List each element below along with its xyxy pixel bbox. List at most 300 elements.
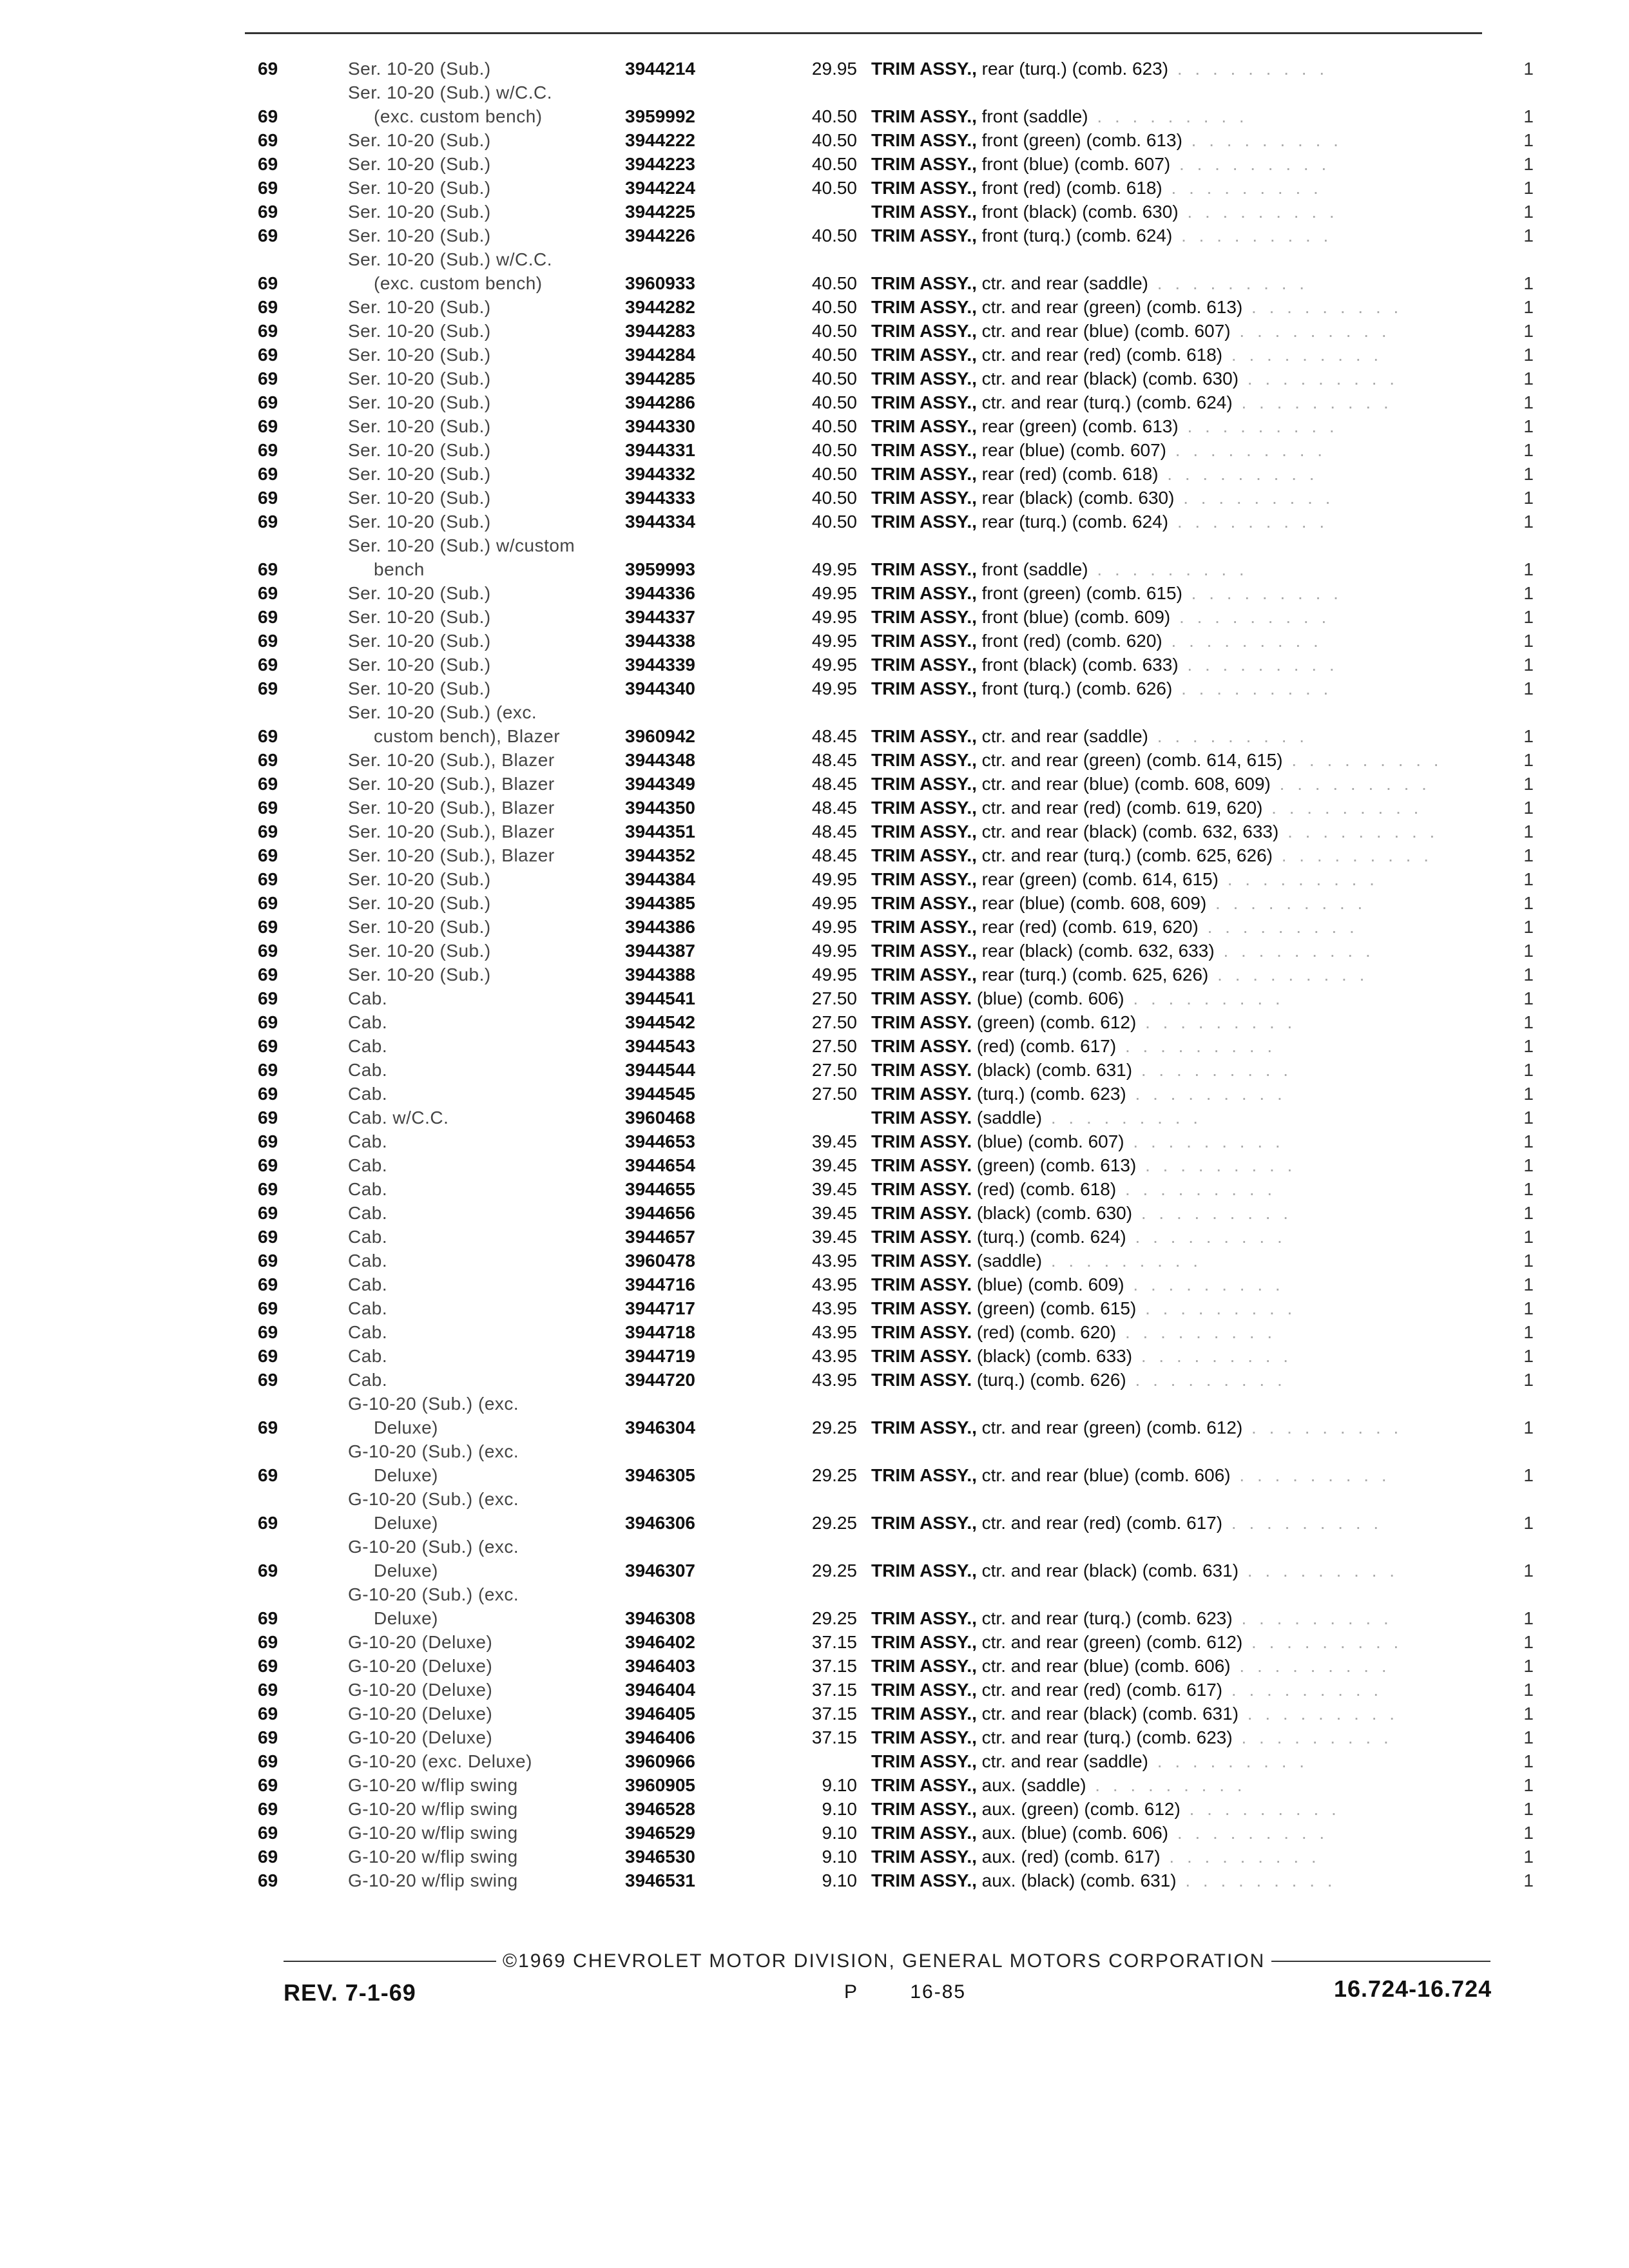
model-application [348,1725,625,1749]
list-price: 49.95 [811,893,857,913]
part-number: 3944225 [625,202,696,222]
model-line: Cab. [348,1084,388,1104]
table-row [258,81,1534,128]
part-detail: ctr. and rear (turq.) (comb. 624) [981,392,1233,412]
model-year: 69 [258,1418,278,1437]
model-line: Ser. 10-20 (Sub.) [348,583,491,603]
leader-dots: . . . . . . . . . [1168,1823,1329,1843]
part-description [871,1749,1508,1773]
model-year: 69 [258,893,278,913]
part-number: 3944545 [625,1084,696,1104]
table-row [258,1797,1534,1821]
quantity: 1 [1523,1227,1534,1247]
quantity: 1 [1523,893,1534,913]
list-price: 48.45 [811,845,857,865]
model-application [348,247,625,295]
model-application [348,1058,625,1082]
quantity: 1 [1523,1632,1534,1652]
model-application [348,1535,625,1582]
model-line: Cab. w/C.C. [348,1108,449,1128]
model-application [348,295,625,319]
quantity: 1 [1523,1418,1534,1437]
page-number: 16-85 [910,1981,967,2003]
part-number: 3944655 [625,1179,696,1199]
part-description [871,1058,1508,1082]
model-year: 69 [258,1775,278,1795]
leader-dots: . . . . . . . . . [1148,273,1309,293]
table-row [258,1678,1534,1702]
model-year: 69 [258,226,278,245]
part-detail: front (saddle) [981,106,1088,126]
part-detail: ctr. and rear (green) (comb. 612) [981,1632,1243,1652]
model-year: 69 [258,1823,278,1843]
part-description [871,1606,1508,1630]
part-number: 3944718 [625,1322,696,1342]
part-detail: (green) (comb. 613) [976,1155,1137,1175]
leader-dots: . . . . . . . . . [1160,1847,1320,1867]
quantity: 1 [1523,1322,1534,1342]
table-row [258,200,1534,224]
quantity: 1 [1523,1513,1534,1533]
table-row [258,1058,1534,1082]
quantity: 1 [1523,1823,1534,1843]
quantity: 1 [1523,559,1534,579]
table-row [258,1821,1534,1845]
part-name: TRIM ASSY. [871,988,972,1008]
list-price: 37.15 [811,1727,857,1747]
model-year: 69 [258,1203,278,1223]
model-application [348,486,625,510]
list-price: 43.95 [811,1370,857,1390]
quantity: 1 [1523,1060,1534,1080]
part-number: 3960905 [625,1775,696,1795]
model-line: Ser. 10-20 (Sub.) [348,631,491,651]
leader-dots: . . . . . . . . . [1136,1155,1296,1175]
model-application [348,1845,625,1869]
part-detail: front (red) (comb. 618) [981,178,1162,198]
part-detail: (saddle) [976,1251,1043,1271]
table-row [258,462,1534,486]
part-number: 3944349 [625,774,696,794]
model-application [348,1129,625,1153]
part-description [871,1559,1508,1582]
part-name: TRIM ASSY., [871,59,977,79]
part-detail: (green) (comb. 612) [976,1012,1137,1032]
model-year: 69 [258,774,278,794]
part-number: 3946529 [625,1823,696,1843]
table-row [258,629,1534,653]
leader-dots: . . . . . . . . . [1168,512,1329,532]
part-name: TRIM ASSY. [871,1084,972,1104]
table-row [258,1320,1534,1344]
part-number: 3944336 [625,583,696,603]
part-detail: ctr. and rear (red) (comb. 618) [981,345,1223,365]
model-application [348,986,625,1010]
model-year: 69 [258,1060,278,1080]
model-line: (exc. custom bench) [374,273,543,293]
part-name: TRIM ASSY., [871,297,977,317]
model-line: G-10-20 w/flip swing [348,1823,518,1843]
leader-dots: . . . . . . . . . [1172,678,1333,698]
model-year: 69 [258,106,278,126]
list-price: 40.50 [811,392,857,412]
model-year: 69 [258,869,278,889]
part-number: 3946307 [625,1561,696,1581]
quantity: 1 [1523,512,1534,532]
list-price: 49.95 [811,583,857,603]
model-application [348,843,625,867]
list-price: 40.50 [811,321,857,341]
part-name: TRIM ASSY., [871,392,977,412]
table-row [258,843,1534,867]
quantity: 1 [1523,1084,1534,1104]
model-year: 69 [258,1036,278,1056]
model-line: Ser. 10-20 (Sub.) w/custom [348,535,575,555]
quantity: 1 [1523,1608,1534,1628]
model-application [348,1392,625,1439]
model-line: Cab. [348,1322,388,1342]
part-description [871,820,1508,843]
leader-dots: . . . . . . . . . [1178,202,1338,222]
quantity: 1 [1523,988,1534,1008]
model-application [348,772,625,796]
model-application [348,176,625,200]
table-row [258,1201,1534,1225]
part-number: 3944654 [625,1155,696,1175]
part-name: TRIM ASSY., [871,1704,977,1724]
part-description [871,677,1508,700]
table-row [258,319,1534,343]
model-line: Ser. 10-20 (Sub.) [348,607,491,627]
part-name: TRIM ASSY., [871,750,977,770]
part-name: TRIM ASSY., [871,1680,977,1700]
model-year: 69 [258,988,278,1008]
model-line: Ser. 10-20 (Sub.) [348,392,491,412]
part-name: TRIM ASSY. [871,1108,972,1128]
leader-dots: . . . . . . . . . [1174,488,1335,508]
table-row [258,1225,1534,1249]
part-name: TRIM ASSY. [871,1251,972,1271]
quantity: 1 [1523,1012,1534,1032]
part-number: 3944351 [625,822,696,841]
table-row [258,224,1534,247]
table-row [258,1725,1534,1749]
part-name: TRIM ASSY. [871,1298,972,1318]
part-name: TRIM ASSY., [871,1847,977,1867]
model-line: Ser. 10-20 (Sub.), Blazer [348,845,555,865]
quantity: 1 [1523,1179,1534,1199]
part-name: TRIM ASSY. [871,1346,972,1366]
part-number: 3946306 [625,1513,696,1533]
table-row [258,605,1534,629]
leader-dots: . . . . . . . . . [1136,1298,1296,1318]
table-row [258,486,1534,510]
part-number: 3944338 [625,631,696,651]
model-year: 69 [258,1608,278,1628]
part-description [871,867,1508,891]
part-description [871,1845,1508,1869]
model-year: 69 [258,1870,278,1890]
part-description [871,581,1508,605]
list-price: 49.95 [811,559,857,579]
list-price: 29.25 [811,1561,857,1581]
part-description [871,1869,1508,1892]
model-year: 69 [258,845,278,865]
model-application [348,1225,625,1249]
leader-dots: . . . . . . . . . [1208,965,1369,985]
model-line: Deluxe) [374,1561,438,1581]
quantity: 1 [1523,1108,1534,1128]
part-description [871,1702,1508,1725]
part-name: TRIM ASSY., [871,822,977,841]
model-line: Cab. [348,1036,388,1056]
part-description [871,963,1508,986]
model-application [348,677,625,700]
table-row [258,1845,1534,1869]
part-detail: front (green) (comb. 613) [981,130,1182,150]
list-price: 9.10 [822,1799,857,1819]
model-year: 69 [258,678,278,698]
model-application [348,1106,625,1129]
part-name: TRIM ASSY., [871,1799,977,1819]
model-year: 69 [258,559,278,579]
list-price: 39.45 [811,1179,857,1199]
part-detail: ctr. and rear (saddle) [981,1751,1148,1771]
quantity: 1 [1523,369,1534,389]
model-application [348,1320,625,1344]
list-price: 40.50 [811,369,857,389]
part-name: TRIM ASSY. [871,1179,972,1199]
part-detail: ctr. and rear (green) (comb. 614, 615) [981,750,1283,770]
leader-dots: . . . . . . . . . [1116,1322,1277,1342]
model-line: (exc. custom bench) [374,106,543,126]
part-number: 3944340 [625,678,696,698]
part-description [871,1034,1508,1058]
quantity: 1 [1523,1799,1534,1819]
model-line: Ser. 10-20 (Sub.) [348,369,491,389]
model-line: Cab. [348,1346,388,1366]
part-detail: front (red) (comb. 620) [981,631,1162,651]
table-row [258,963,1534,986]
table-row [258,986,1534,1010]
part-name: TRIM ASSY., [871,1632,977,1652]
leader-dots: . . . . . . . . . [1042,1251,1202,1271]
model-line: Ser. 10-20 (Sub.), Blazer [348,774,555,794]
table-row [258,1582,1534,1630]
list-price: 9.10 [822,1870,857,1890]
page-letter: P [844,1981,859,2003]
part-detail: (red) (comb. 617) [976,1036,1117,1056]
part-number: 3944386 [625,917,696,937]
model-year: 69 [258,178,278,198]
part-number: 3944285 [625,369,696,389]
model-line: Ser. 10-20 (Sub.) (exc. [348,702,537,722]
part-name: TRIM ASSY. [871,1155,972,1175]
table-row [258,1273,1534,1296]
part-number: 3944717 [625,1298,696,1318]
part-number: 3944282 [625,297,696,317]
quantity: 1 [1523,464,1534,484]
part-detail: front (blue) (comb. 607) [981,154,1171,174]
model-year: 69 [258,1012,278,1032]
part-name: TRIM ASSY., [871,1727,977,1747]
part-description [871,438,1508,462]
part-number: 3960966 [625,1751,696,1771]
model-application [348,1749,625,1773]
part-detail: rear (red) (comb. 618) [981,464,1159,484]
leader-dots: . . . . . . . . . [1230,321,1391,341]
part-description [871,1249,1508,1273]
model-line: Ser. 10-20 (Sub.) [348,440,491,460]
leader-dots: . . . . . . . . . [1242,297,1403,317]
model-application [348,1082,625,1106]
part-detail: ctr. and rear (saddle) [981,273,1148,293]
model-year: 69 [258,1322,278,1342]
list-price: 48.45 [811,774,857,794]
model-application [348,224,625,247]
part-detail: (red) (comb. 620) [976,1322,1117,1342]
part-description [871,510,1508,533]
part-description [871,152,1508,176]
model-year: 69 [258,1298,278,1318]
part-number: 3944334 [625,512,696,532]
leader-dots: . . . . . . . . . [1270,774,1431,794]
leader-dots: . . . . . . . . . [1116,1036,1277,1056]
leader-dots: . . . . . . . . . [1126,1084,1286,1104]
model-application [348,414,625,438]
model-line: Cab. [348,1155,388,1175]
part-detail: front (green) (comb. 615) [981,583,1182,603]
model-application [348,1273,625,1296]
part-description [871,176,1508,200]
list-price: 40.50 [811,273,857,293]
leader-dots: . . . . . . . . . [1239,1704,1399,1724]
model-application [348,1773,625,1797]
list-price: 43.95 [811,1251,857,1271]
list-price: 48.45 [811,726,857,746]
part-description [871,1010,1508,1034]
part-description [871,1225,1508,1249]
part-description [871,1177,1508,1201]
part-detail: (saddle) [976,1108,1043,1128]
list-price: 27.50 [811,1060,857,1080]
leader-dots: . . . . . . . . . [1198,917,1358,937]
model-year: 69 [258,1370,278,1390]
model-year: 69 [258,1847,278,1867]
list-price: 49.95 [811,655,857,675]
quantity: 1 [1523,774,1534,794]
leader-dots: . . . . . . . . . [1239,1561,1399,1581]
leader-dots: . . . . . . . . . [1136,1012,1296,1032]
list-price: 40.50 [811,178,857,198]
part-detail: front (blue) (comb. 609) [981,607,1171,627]
table-row [258,1129,1534,1153]
quantity: 1 [1523,1203,1534,1223]
model-line: Cab. [348,1060,388,1080]
table-row [258,1630,1534,1654]
model-line: Cab. [348,1274,388,1294]
part-detail: (blue) (comb. 606) [976,988,1124,1008]
part-detail: aux. (saddle) [981,1775,1086,1795]
quantity: 1 [1523,822,1534,841]
model-application [348,1344,625,1368]
part-description [871,224,1508,247]
part-number: 3944337 [625,607,696,627]
model-application [348,128,625,152]
part-number: 3959993 [625,559,696,579]
part-name: TRIM ASSY. [871,1036,972,1056]
leader-dots: . . . . . . . . . [1124,1274,1284,1294]
model-line: Ser. 10-20 (Sub.) [348,345,491,365]
model-line: Cab. [348,1012,388,1032]
leader-dots: . . . . . . . . . [1124,1131,1284,1151]
part-number: 3959992 [625,106,696,126]
part-description [871,986,1508,1010]
quantity: 1 [1523,845,1534,865]
part-number: 3944352 [625,845,696,865]
quantity: 1 [1523,321,1534,341]
part-name: TRIM ASSY., [871,512,977,532]
part-number: 3946528 [625,1799,696,1819]
part-name: TRIM ASSY., [871,488,977,508]
part-number: 3944333 [625,488,696,508]
leader-dots: . . . . . . . . . [1088,106,1248,126]
part-description [871,1725,1508,1749]
list-price: 49.95 [811,678,857,698]
part-description [871,1296,1508,1320]
model-year: 69 [258,1346,278,1366]
model-application [348,1582,625,1630]
model-application [348,367,625,390]
part-name: TRIM ASSY., [871,464,977,484]
table-row [258,891,1534,915]
leader-dots: . . . . . . . . . [1172,226,1333,245]
part-name: TRIM ASSY., [871,965,977,985]
model-application [348,200,625,224]
quantity: 1 [1523,416,1534,436]
part-number: 3944226 [625,226,696,245]
part-description [871,1129,1508,1153]
leader-dots: . . . . . . . . . [1230,1465,1391,1485]
part-name: TRIM ASSY., [871,583,977,603]
part-number: 3944224 [625,178,696,198]
model-year: 69 [258,1751,278,1771]
model-line: Ser. 10-20 (Sub.) w/C.C. [348,249,553,269]
part-name: TRIM ASSY., [871,631,977,651]
model-application [348,1010,625,1034]
model-application [348,629,625,653]
table-row [258,1773,1534,1797]
list-price: 43.95 [811,1298,857,1318]
model-application [348,820,625,843]
quantity: 1 [1523,1131,1534,1151]
list-price: 49.95 [811,965,857,985]
table-row [258,533,1534,581]
model-line: G-10-20 (Sub.) (exc. [348,1584,519,1604]
leader-dots: . . . . . . . . . [1239,369,1399,389]
model-application [348,343,625,367]
model-year: 69 [258,1656,278,1676]
leader-dots: . . . . . . . . . [1176,1870,1336,1890]
model-year: 69 [258,512,278,532]
list-price: 37.15 [811,1704,857,1724]
table-row [258,1869,1534,1892]
model-application [348,915,625,939]
part-description [871,1416,1508,1439]
part-detail: aux. (black) (comb. 631) [981,1870,1177,1890]
part-detail: ctr. and rear (black) (comb. 631) [981,1561,1239,1581]
model-line: G-10-20 w/flip swing [348,1799,518,1819]
